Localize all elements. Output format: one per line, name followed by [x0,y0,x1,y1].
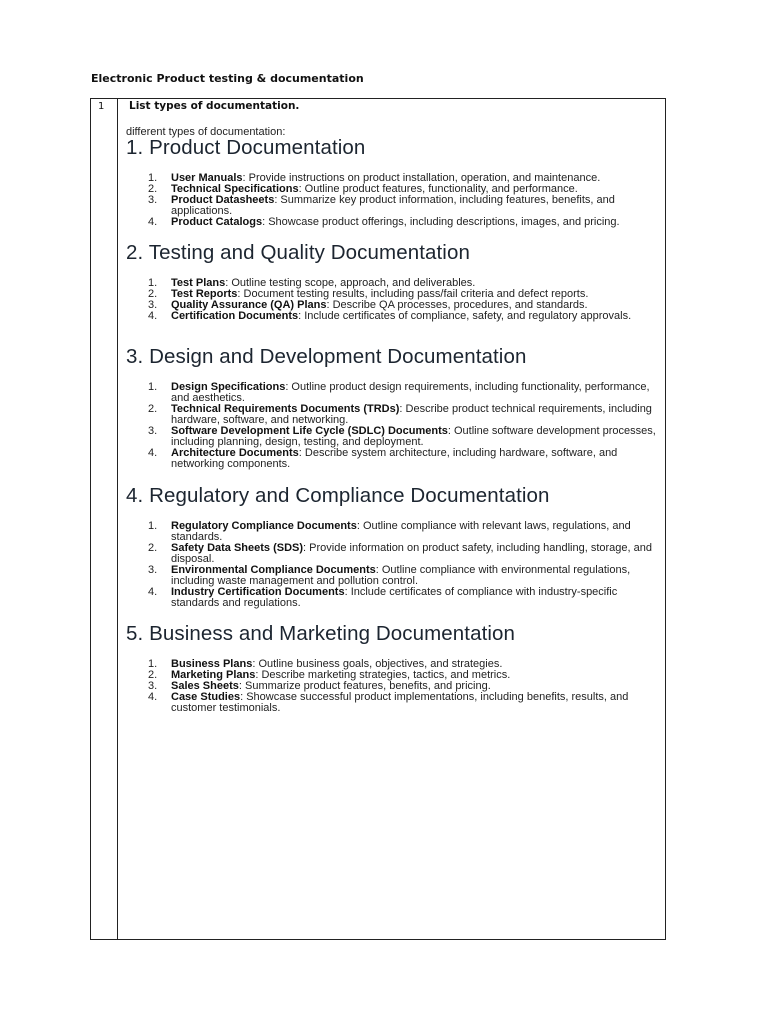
list-item [126,543,659,565]
item-term: Environmental Compliance Documents [171,564,376,576]
item-term: Technical Specifications [171,183,299,195]
item-term: Regulatory Compliance Documents [171,520,357,532]
item-description: : Summarize product features, benefits, and pricing. [238,680,491,692]
item-term: Case Studies [171,691,241,703]
item-term: Quality Assurance (QA) Plans [171,299,327,311]
item-term: Sales Sheets [171,680,239,692]
section-heading: 3. Design and Development Documentation [126,345,527,368]
item-term: Software Development Life Cycle (SDLC) Documents [171,425,448,437]
section-heading: 1. Product Documentation [126,136,366,159]
item-description: : Include certificates of compliance, safety, and regulatory approvals. [298,310,632,322]
item-description: : Outline product features, functionality, and performance. [298,183,578,195]
item-number: 4. [148,586,158,598]
item-term: Product Catalogs [171,216,263,228]
question-text: List types of documentation. [129,100,300,112]
list-item [126,426,659,448]
item-term: Safety Data Sheets (SDS) [171,542,304,554]
item-description: : Outline software development processes, including planning, design, testing, and deployment. [171,425,656,448]
item-number: 2. [148,542,158,554]
list-item [126,217,659,228]
item-description: : Showcase product offerings, including descriptions, images, and pricing. [262,216,620,228]
item-description: : Outline compliance with environmental regulations, including waste management and pollution control. [171,564,631,587]
item-number: 1. [148,658,158,670]
item-number: 3. [148,680,158,692]
item-number: 4. [148,216,158,228]
row-number-cell [91,99,118,939]
list-item [126,195,659,217]
item-description: : Provide information on product safety, including handling, storage, and disposal. [171,542,653,565]
list-item [126,587,659,609]
section-list [126,382,659,470]
item-description: : Describe marketing strategies, tactics, and metrics. [255,669,511,681]
item-term: Product Datasheets [171,194,275,206]
item-number: 2. [148,183,158,195]
section-heading: 2. Testing and Quality Documentation [126,241,470,264]
section-list [126,173,659,228]
section-list [126,521,659,609]
item-term: Certification Documents [171,310,299,322]
section-regulatory-compliance-documentation [126,484,659,609]
list-item [126,311,659,322]
section-business-marketing-documentation [126,622,659,714]
item-description: : Describe product technical requirements, including hardware, software, and networking. [171,403,652,426]
list-item [126,448,659,470]
item-number: 4. [148,691,158,703]
list-item [126,521,659,543]
item-description: : Outline business goals, objectives, and strategies. [252,658,503,670]
item-term: Business Plans [171,658,253,670]
section-product-documentation [126,136,659,228]
item-number: 2. [148,288,158,300]
item-description: : Summarize key product information, including features, benefits, and applications. [171,194,615,217]
item-term: Test Reports [171,288,238,300]
item-description: : Outline compliance with relevant laws, regulations, and standards. [171,520,631,543]
item-description: : Outline testing scope, approach, and deliverables. [225,277,476,289]
section-list [126,659,659,714]
item-number: 3. [148,564,158,576]
item-term: Design Specifications [171,381,286,393]
item-number: 1. [148,172,158,184]
section-heading: 5. Business and Marketing Documentation [126,622,516,645]
document-title: Electronic Product testing & documentation [91,72,364,85]
item-description: : Provide instructions on product installation, operation, and maintenance. [242,172,601,184]
item-number: 3. [148,425,158,437]
section-testing-quality-documentation [126,241,659,322]
list-item [126,565,659,587]
section-design-development-documentation [126,345,659,470]
list-item [126,692,659,714]
item-number: 3. [148,194,158,206]
item-term: Technical Requirements Documents (TRDs) [171,403,400,415]
item-description: : Outline product design requirements, including functionality, performance, and aesthetics. [171,381,650,404]
item-term: Test Plans [171,277,226,289]
item-number: 1. [148,381,158,393]
item-term: Marketing Plans [171,669,256,681]
item-number: 4. [148,447,158,459]
item-description: : Include certificates of compliance with industry-specific standards and regulations. [171,586,618,609]
list-item [126,382,659,404]
item-number: 2. [148,669,158,681]
item-term: User Manuals [171,172,243,184]
item-term: Architecture Documents [171,447,299,459]
item-number: 1. [148,520,158,532]
section-heading: 4. Regulatory and Compliance Documentation [126,484,550,507]
list-item [126,404,659,426]
item-number: 4. [148,310,158,322]
item-description: : Document testing results, including pass/fail criteria and defect reports. [237,288,589,300]
item-term: Industry Certification Documents [171,586,345,598]
item-number: 1. [148,277,158,289]
row-number: 1 [98,101,105,112]
item-description: : Showcase successful product implementations, including benefits, results, and customer testimonials. [171,691,629,714]
item-description: : Describe system architecture, including hardware, software, and networking components. [171,447,618,470]
question-table [90,98,666,940]
item-number: 2. [148,403,158,415]
intro-text: different types of documentation: [126,126,286,138]
item-number: 3. [148,299,158,311]
section-list [126,278,659,322]
item-description: : Describe QA processes, procedures, and standards. [326,299,588,311]
